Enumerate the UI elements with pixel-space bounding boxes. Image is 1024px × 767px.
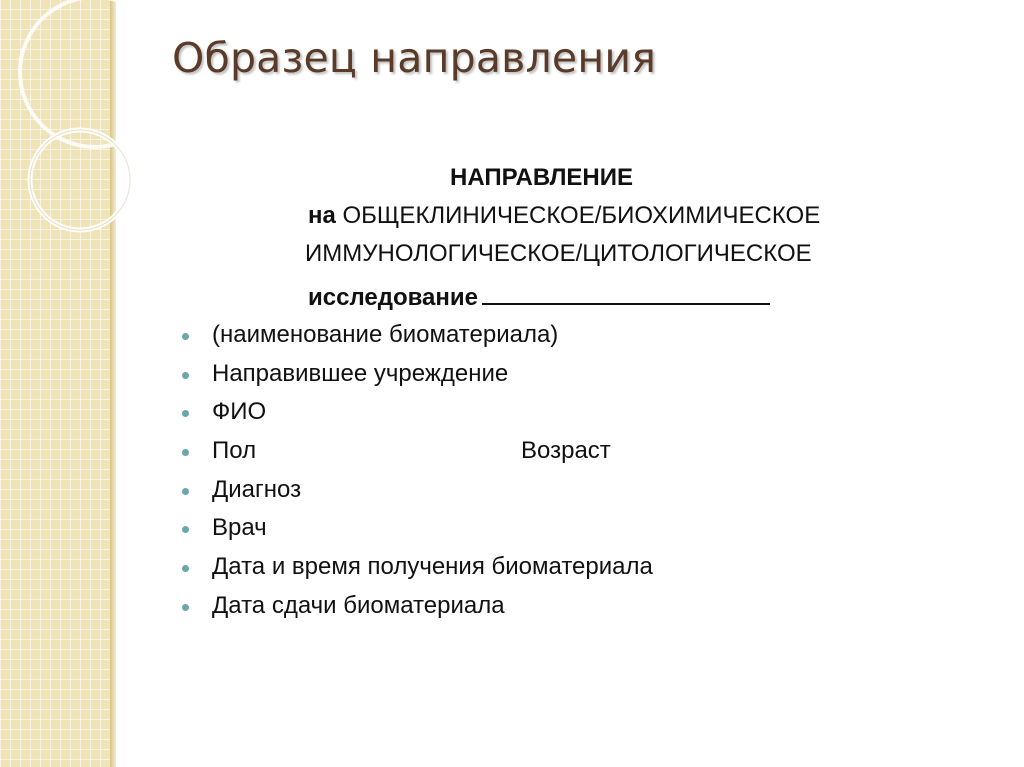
bullet-icon: [182, 333, 189, 340]
list-item-text: Дата и время получения биоматериала: [212, 553, 653, 581]
form-line-1: [308, 202, 820, 230]
list-item: [180, 587, 653, 626]
form-line-3-label: исследование: [308, 284, 479, 311]
list-item-text: Диагноз: [212, 475, 302, 503]
form-line-1-text: ОБЩЕКЛИНИЧЕСКОЕ/БИОХИМИЧЕСКОЕ: [342, 202, 821, 229]
page-title: Образец направления: [172, 34, 657, 82]
list-item-text: ФИО: [212, 398, 267, 426]
list-item: [180, 471, 653, 510]
bullet-icon: [182, 410, 189, 417]
list-item: [180, 509, 653, 548]
bullet-icon: [182, 372, 189, 379]
form-line-1-prefix: на: [308, 202, 336, 229]
list-item: [180, 548, 653, 587]
list-item: [180, 355, 653, 394]
list-item: [180, 316, 653, 355]
blank-line: [482, 285, 770, 305]
list-item-text: (наименование биоматериала): [212, 321, 559, 348]
field-list: [180, 316, 653, 626]
list-item: [180, 393, 653, 432]
bullet-icon: [182, 526, 189, 533]
list-item-text: Врач: [212, 514, 267, 542]
list-item-text: Дата сдачи биоматериала: [212, 591, 505, 619]
bullet-icon: [182, 488, 189, 495]
bullet-icon: [182, 604, 189, 611]
list-item: [180, 432, 653, 471]
list-item-text: Пол: [212, 437, 257, 465]
bullet-icon: [182, 565, 189, 572]
decorative-ring-large: [20, 0, 140, 147]
form-line-2: ИММУНОЛОГИЧЕСКОЕ/ЦИТОЛОГИЧЕСКОЕ: [305, 240, 812, 267]
bullet-icon: [182, 449, 189, 456]
age-label: Возраст: [521, 437, 611, 465]
list-item-text: Направившее учреждение: [212, 359, 509, 387]
form-heading: НАПРАВЛЕНИЕ: [450, 164, 633, 191]
decorative-rings: [0, 0, 140, 260]
form-line-3: [308, 284, 770, 312]
